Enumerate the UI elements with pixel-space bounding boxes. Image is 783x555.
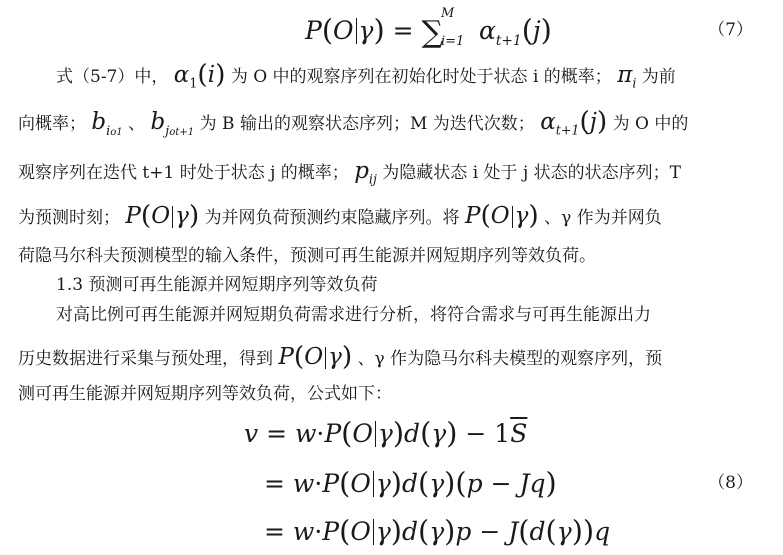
para2-text: 测可再生能源并网短期序列等效负荷，公式如下： [18,384,392,404]
formula-P-O-gamma: P(O γ) [464,200,539,231]
para1-line2 [18,103,688,151]
equation-8-line2 [0,461,783,505]
equation-8-line1 [0,411,783,455]
para2-text: 、γ 作为隐马尔科夫模型的观察序列，预 [357,349,663,369]
para1-text: 为并网负荷预测约束隐藏序列。将 [204,208,460,228]
para1-line5 [18,238,596,275]
formula-b-jot1: $b_{jot+1}$ [150,109,195,138]
para1-text: 为预测时刻； [18,208,120,228]
formula-P-O-gamma: P(O γ) [125,200,200,231]
para1-line3 [18,153,681,198]
equation-7-number: （7） [708,20,753,40]
para2-line3 [18,376,392,413]
formula-b-io1: $b_{io1}$ [91,109,123,138]
para1-text: 向概率； [18,114,86,134]
para1-text: 为隐藏状态 i 处于 j 状态的状态序列；T [382,163,681,183]
formula-alpha1-i: $\alpha_1(i)$ [173,59,226,91]
para1-text: 观察序列在迭代 t+1 时处于状态 j 的概率； [18,163,349,183]
para2-line1 [18,297,651,334]
para1-text: 为 B 输出的观察状态序列；M 为迭代次数； [199,114,535,134]
formula-alpha-t1-j: $\alpha_{t+1}(j)$ [540,106,608,138]
equation-7-formula: P(O γ) = ∑ M i=1 $\alpha_{t+1}(j)$ [305,6,552,50]
para2-text: 对高比例可再生能源并网短期负荷需求进行分析，将符合需求与可再生能源出力 [56,305,651,325]
para1-text: 为 O 中的观察序列在初始化时处于状态 i 的概率； [230,67,612,87]
equation-8-number: （8） [708,473,753,493]
formula-pi-i: $\pi_i$ [617,62,637,91]
equation-8-formula-line1: v = w·P(O $\gamma)d(\gamma) - 1\overline{S}$ [244,416,528,450]
equation-8-line3 [0,509,783,553]
para2-line2 [18,338,662,378]
para1-text: 为前 [641,67,676,87]
para1-text: 、 [128,114,146,134]
para1-text: 荷隐马尔科夫预测模型的输入条件，预测可再生能源并网短期序列等效负荷。 [18,246,596,266]
equation-8-formula-line2: = w·P(O γ)d(γ)(p − Jq) [264,466,557,500]
para1-text: 、γ 作为并网负 [544,208,662,228]
para2-text: 历史数据进行采集与预处理，得到 [18,349,273,369]
para1-line1 [18,56,676,102]
equation-8-formula-line3: = w·P(O γ)d(γ)p − J(d(γ))q [264,514,611,548]
formula-P-O-gamma: P(O γ) [278,341,353,372]
section-heading: 1.3 预测可再生能源并网短期序列等效负荷 [56,275,378,295]
para1-text: 为 O 中的 [612,114,689,134]
formula-p-ij: $p_{ij}$ [354,158,377,187]
para1-line4 [18,197,662,237]
equation-7 [0,8,783,52]
para1-text: 式（5-7）中， [56,67,169,87]
